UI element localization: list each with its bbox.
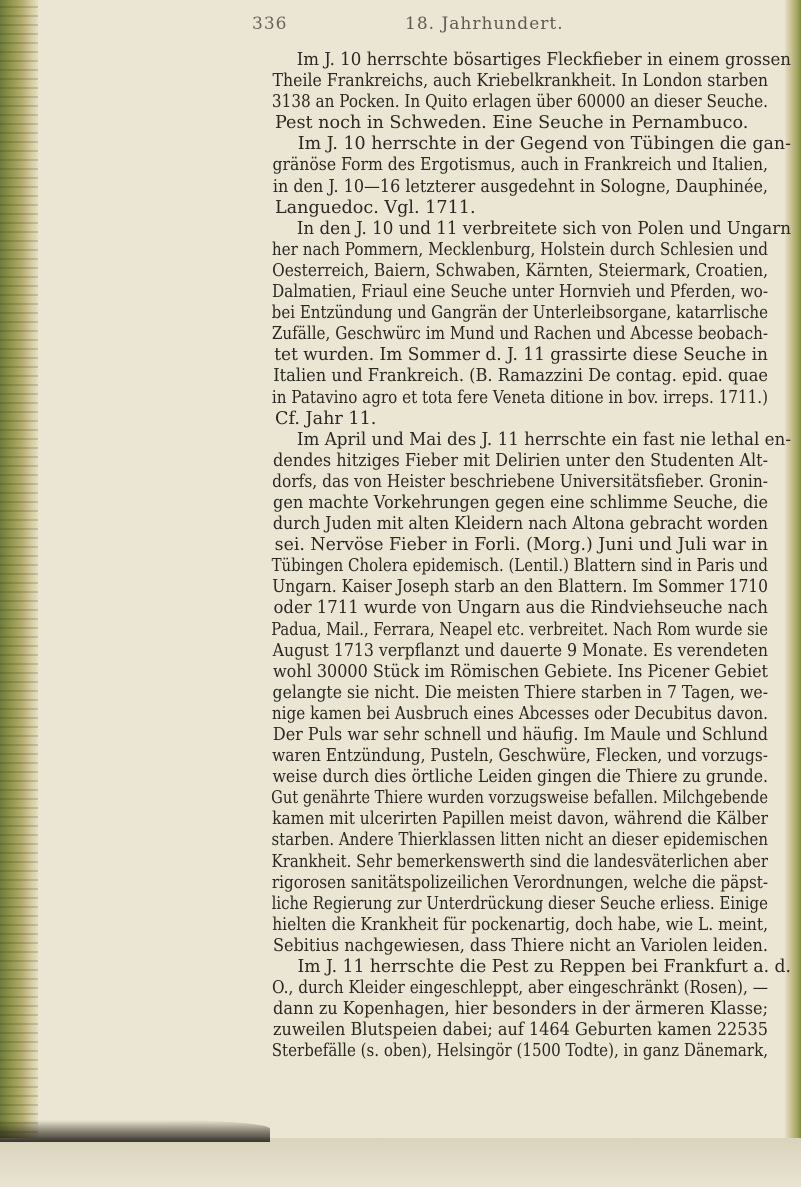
text-line: Theile Frankreichs, auch Kriebelkrankheit. In London starben — [272, 71, 768, 92]
text-line: in den J. 10—16 letzterer ausgedehnt in Sologne, Dauphinée, — [272, 176, 768, 197]
paragraph — [252, 218, 791, 430]
text-line: wohl 30000 Stück im Römischen Gebiete. Ins Picener Gebiet — [272, 661, 768, 682]
text-line: Languedoc. Vgl. 1711. — [275, 197, 476, 218]
book-binding-edge — [0, 0, 38, 1187]
text-line: weise durch dies örtliche Leiden gingen die Thiere zu grunde. — [272, 767, 768, 788]
text-line: O., durch Kleider eingeschleppt, aber eingeschränkt (Rosen), — — [271, 978, 768, 999]
text-line: gelangte sie nicht. Die meisten Thiere starben in 7 Tagen, we- — [272, 682, 768, 703]
page-header — [0, 14, 801, 40]
text-line: kamen mit ulcerirten Papillen meist davon, während die Kälber — [272, 809, 768, 830]
text-line: Italien und Frankreich. (B. Ramazzini De contag. epid. quae — [273, 366, 768, 387]
page-bottom-margin — [0, 1138, 801, 1187]
running-title: 18. Jahrhundert. — [405, 14, 564, 34]
text-line: Im J. 10 herrschte in der Gegend von Tübingen die gan- — [297, 134, 791, 155]
text-line: Sebitius nachgewiesen, dass Thiere nicht an Variolen leiden. — [272, 935, 768, 956]
text-line: Oesterreich, Baiern, Schwaben, Kärnten, Steiermark, Croatien, — [272, 260, 768, 281]
text-line: durch Juden mit alten Kleidern nach Altona gebracht worden — [272, 514, 768, 535]
text-line: her nach Pommern, Mecklenburg, Holstein durch Schlesien und — [271, 239, 768, 260]
text-line: rigorosen sanitätspolizeilichen Verordnungen, welche die päpst- — [271, 872, 768, 893]
text-line: liche Regierung zur Unterdrückung dieser Seuche erliess. Einige — [271, 893, 768, 914]
text-line: Tübingen Cholera epidemisch. (Lentil.) Blattern sind in Paris und — [271, 556, 768, 577]
text-line: waren Entzündung, Pusteln, Geschwüre, Flecken, und vorzugs- — [272, 746, 768, 767]
text-line: starben. Andere Thierklassen litten nicht an dieser epidemischen — [271, 830, 768, 851]
text-line: hielten die Krankheit für pockenartig, doch habe, wie L. meint, — [272, 914, 768, 935]
paragraph — [252, 134, 791, 218]
text-line: Sterbefälle (s. oben), Helsingör (1500 Todte), in ganz Dänemark, — [271, 1041, 768, 1062]
text-line: Cf. Jahr 11. — [275, 408, 377, 429]
text-line: Ungarn. Kaiser Joseph starb an den Blattern. Im Sommer 1710 — [272, 577, 768, 598]
text-line: Der Puls war sehr schnell und häufig. Im Maule und Schlund — [272, 725, 768, 745]
body-text — [252, 50, 791, 1063]
paragraph — [252, 50, 791, 134]
text-line: Pest noch in Schweden. Eine Seuche in Pernambuco. — [275, 113, 749, 134]
text-line: oder 1711 wurde von Ungarn aus die Rindviehseuche nach — [273, 598, 768, 619]
text-line: Padua, Mail., Ferrara, Neapel etc. verbreitet. Nach Rom wurde sie — [271, 619, 768, 640]
paragraph — [252, 429, 791, 957]
text-line: Gut genährte Thiere wurden vorzugsweise befallen. Milchgebende — [271, 788, 768, 809]
text-line: Krankheit. Sehr bemerkenswerth sind die landesväterlichen aber — [271, 851, 768, 872]
paragraph — [252, 957, 791, 1062]
text-line: Im J. 11 herrschte die Pest zu Reppen bei Frankfurt a. d. — [297, 957, 791, 978]
text-line: August 1713 verpflanzt und dauerte 9 Monate. Es verendeten — [272, 640, 768, 661]
text-line: nige kamen bei Ausbruch eines Abcesses oder Decubitus davon. — [271, 703, 768, 724]
text-line: tet wurden. Im Sommer d. J. 11 grassirte diese Seuche in — [274, 345, 768, 366]
text-line: Dalmatien, Friaul eine Seuche unter Hornvieh und Pferden, wo- — [271, 282, 768, 303]
text-line: dann zu Kopenhagen, hier besonders in der ärmeren Klasse; — [273, 999, 768, 1020]
text-line: Im J. 10 herrschte bösartiges Fleckfieber in einem grossen — [296, 50, 791, 70]
text-line: gen machte Vorkehrungen gegen eine schlimme Seuche, die — [273, 492, 768, 513]
text-line: sei. Nervöse Fieber in Forli. (Morg.) Juni und Juli war in — [274, 535, 768, 556]
page-right-edge — [785, 0, 801, 1187]
text-line: 3138 an Pocken. In Quito erlagen über 60000 an dieser Seuche. — [271, 92, 768, 113]
text-line: dendes hitziges Fieber mit Delirien unter den Studenten Alt- — [272, 450, 768, 471]
text-line: Im April und Mai des J. 11 herrschte ein fast nie lethal en- — [296, 429, 791, 450]
text-line: in Patavino agro et tota fere Veneta ditione in bov. irreps. 1711.) — [271, 387, 768, 408]
text-line: bei Entzündung und Gangrän der Unterleibsorgane, katarrlische — [271, 303, 768, 324]
text-line: zuweilen Blutspeien dabei; auf 1464 Geburten kamen 22535 — [273, 1020, 768, 1041]
page-number: 336 — [252, 14, 288, 34]
text-line: Zufälle, Geschwürc im Mund und Rachen und Abcesse beobach- — [271, 324, 768, 345]
page-curl-shadow — [0, 1120, 270, 1142]
text-line: dorfs, das von Heister beschriebene Universitätsfieber. Gronin- — [272, 471, 768, 492]
text-line: gränöse Form des Ergotismus, auch in Frankreich und Italien, — [272, 155, 768, 176]
text-line: In den J. 10 und 11 verbreitete sich von Polen und Ungarn — [296, 218, 791, 239]
